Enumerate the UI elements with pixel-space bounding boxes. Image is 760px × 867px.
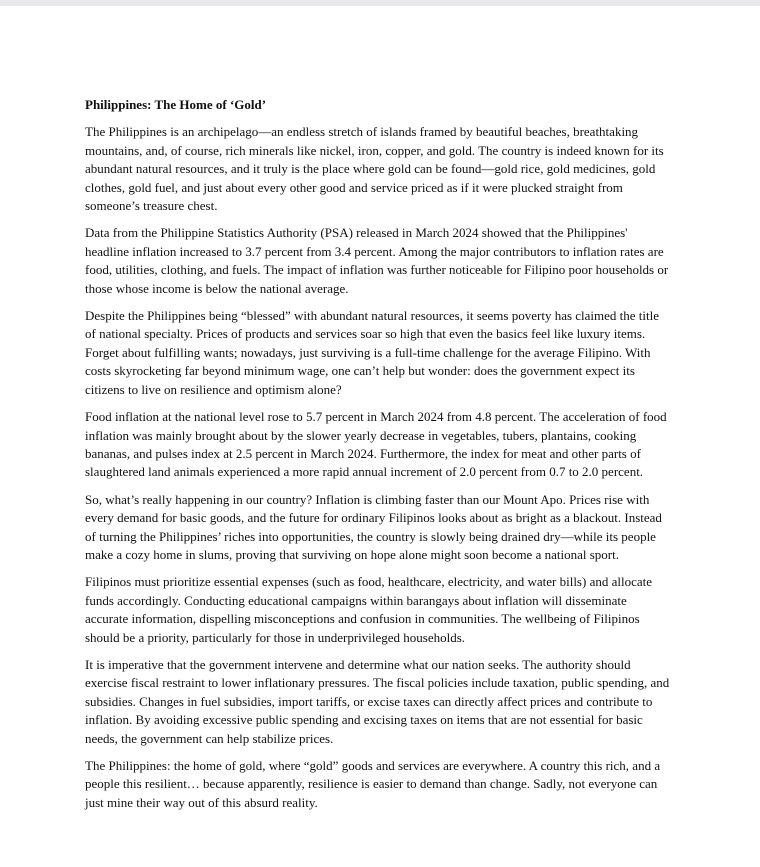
document-page	[0, 6, 760, 867]
paragraph-conclusion: The Philippines: the home of gold, where “gold” goods and services are everywhere. A country this rich, and a people this resilient… because apparently, resilience is easier to demand than change. Sadly, not everyone can just mine their way out of this absurd reality.	[85, 758, 661, 810]
paragraph-food-inflation: Food inflation at the national level rose to 5.7 percent in March 2024 from 4.8 percent. The acceleration of food inflation was mainly brought about by the slower yearly decrease in vegetables, tubers, plantains, cooking bananas, and pulses index at 2.5 percent in March 2024. Furthermore, the index for meat and other parts of slaughtered land animals experienced a more rapid annual increment of 2.0 percent from 0.7 to 2.0 percent.	[85, 409, 667, 480]
article-title: Philippines: The Home of ‘Gold’	[85, 97, 267, 112]
paragraph-intro: The Philippines is an archipelago—an endless stretch of islands framed by beautiful beaches, breathtaking mountains, and, of course, rich minerals like nickel, iron, copper, and gold. The country is indeed known for its abundant natural resources, and it truly is the place where gold can be found—gold rice, gold medicines, gold clothes, gold fuel, and just about every other good and service priced as if it were plucked straight from someone’s treasure chest.	[85, 124, 664, 214]
paragraph-government: It is imperative that the government intervene and determine what our nation seeks. The authority should exercise fiscal restraint to lower inflationary pressures. The fiscal policies include taxation, public spending, and subsidies. Changes in fuel subsidies, import tariffs, or excise taxes can directly affect prices and contribute to inflation. By avoiding excessive public spending and excising taxes on items that are not essential for basic needs, the government can help stabilize prices.	[85, 656, 670, 746]
paragraph-whats-happening: So, what’s really happening in our country? Inflation is climbing faster than our Mount Apo. Prices rise with every demand for basic goods, and the future for ordinary Filipinos looks about as bright as a blackout. Instead of turning the Philippines’ riches into opportunities, the country is slowly being drained dry—while its people make a cozy home in slums, proving that surviving on hope alone might soon become a national sport.	[85, 491, 662, 562]
paragraph-prioritize: Filipinos must prioritize essential expenses (such as food, healthcare, electricity, and water bills) and allocate funds accordingly. Conducting educational campaigns within barangays about inflation will disseminate accurate information, dispelling misconceptions and confusion in communities. The wellbeing of Filipinos should be a priority, particularly for those in underprivileged households.	[85, 574, 652, 645]
article-body	[85, 96, 671, 821]
paragraph-psa-data: Data from the Philippine Statistics Authority (PSA) released in March 2024 showed that the Philippines' headline inflation increased to 3.7 percent from 3.4 percent. Among the major contributors to inflation rates are food, utilities, clothing, and fuels. The impact of inflation was further noticeable for Filipino poor households or those whose income is below the national average.	[85, 225, 669, 296]
paragraph-poverty: Despite the Philippines being “blessed” with abundant natural resources, it seems poverty has claimed the title of national specialty. Prices of products and services soar so high that even the basics feel like luxury items. Forget about fulfilling wants; nowadays, just surviving is a full-time challenge for the average Filipino. With costs skyrocketing far beyond minimum wage, one can’t help but wonder: does the government expect its citizens to live on resilience and optimism alone?	[85, 308, 660, 397]
